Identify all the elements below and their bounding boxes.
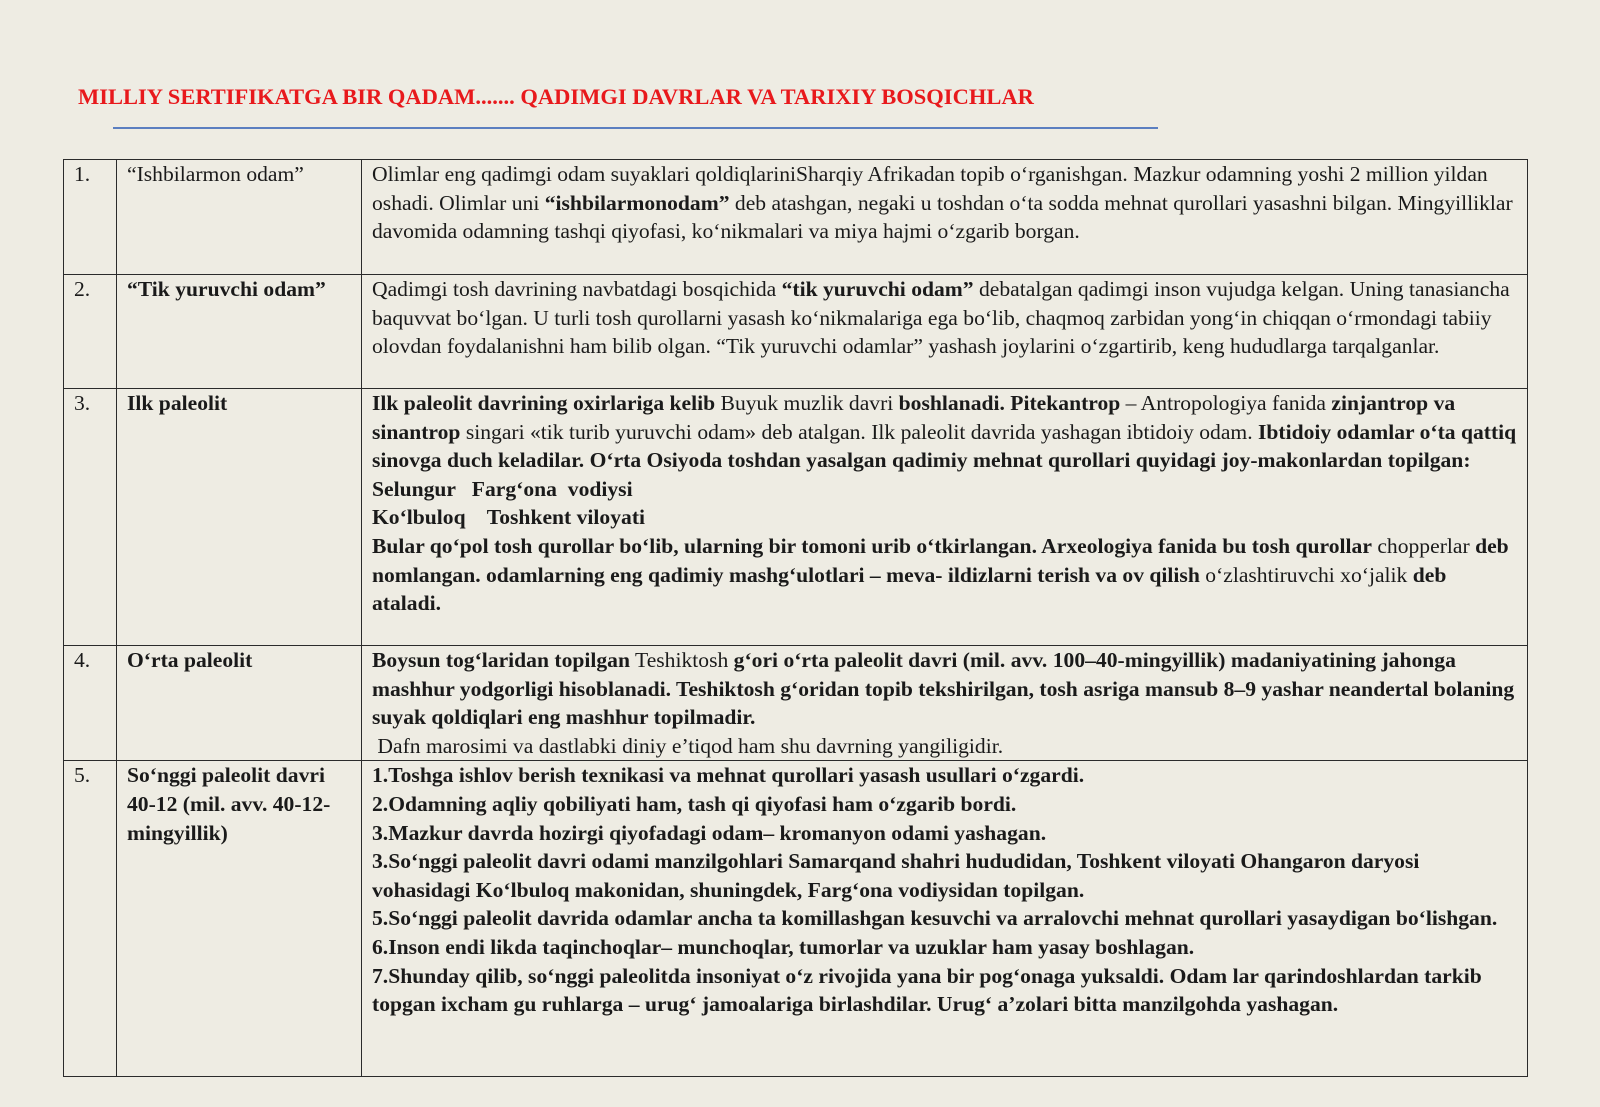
desc-bold-text: g‘ori o‘rta paleolit davri (mil. avv. 100–40-mingyillik) madaniyatining jahonga mashhur yodgorligi hisoblanadi. Teshiktosh g‘oridan topib tekshirilgan, tosh asriga mansub 8–9 yashar neandertal bolaning suyak qoldiqlari eng mashhur topilmadir. bbox=[372, 648, 1515, 730]
desc-bold-text: “tik yuruvchi odam” bbox=[781, 277, 974, 301]
table-row bbox=[64, 160, 1528, 275]
desc-text: debatalgan qadimgi inson vujudga kelgan. Uning tanasiancha baquvvat bo‘lgan. U turli tosh qurollarni yasash ko‘nikmalariga ega bo‘lib, chaqmoq zarbidan yong‘in chiqqan o‘rmondagi tabiiy olovdan foydalanishni ham bilib olgan. “Tik yuruvchi odamlar” yashash joylarini o‘zgartirib, keng hududlarga tarqalganlar. bbox=[372, 277, 1510, 359]
desc-bold-text: Ibtidoiy odamlar o‘ta qattiq sinovga duch keladilar. O‘rta Osiyoda toshdan yasalgan qadimiy mehnat qurollari quyidagi joy-makonlardan topilgan: bbox=[372, 419, 1517, 473]
row-description bbox=[362, 646, 1528, 761]
desc-text: o‘zlashtiruvchi xo‘jalik bbox=[1199, 562, 1413, 587]
row-number: 1. bbox=[64, 160, 117, 275]
row-description bbox=[362, 160, 1528, 275]
history-table bbox=[63, 159, 1528, 1077]
row-number: 3. bbox=[64, 389, 117, 646]
list-item: 1.Toshga ishlov berish texnikasi va mehnat qurollari yasash usullari o‘zgardi. bbox=[372, 763, 1085, 788]
desc-text: singari «tik turib yuruvchi odam» deb atalgan. Ilk paleolit davrida yashagan ibtidoiy odam. bbox=[460, 419, 1258, 444]
desc-bold-text: Boysun tog‘laridan topilgan bbox=[372, 648, 630, 672]
row-description bbox=[362, 389, 1528, 646]
list-item: 2.Odamning aqliy qobiliyati ham, tash qi qiyofasi ham o‘zgarib bordi. bbox=[372, 791, 1017, 816]
row-term: “Ishbilarmon odam” bbox=[117, 160, 362, 275]
title-underline bbox=[113, 127, 1158, 129]
list-item: 5.So‘nggi paleolit davrida odamlar ancha ta komillashgan kesuvchi va arralovchi mehnat qurollari yasaydigan bo‘lishgan. bbox=[372, 906, 1498, 931]
desc-text: Teshiktosh bbox=[630, 648, 734, 672]
row-number: 5. bbox=[64, 761, 117, 1077]
desc-text: Qadimgi tosh davrining navbatdagi bosqichida bbox=[372, 277, 782, 301]
desc-bold-text: deb ataladi. bbox=[372, 562, 1447, 616]
desc-bold-text: deb nomlangan. odamlarning eng qadimiy mashg‘ulotlari – meva- ildizlarni terish va ov qilish bbox=[372, 533, 1509, 587]
table-row bbox=[64, 646, 1528, 761]
desc-text: – Antropologiya fanida bbox=[1120, 391, 1332, 415]
row-term: “Tik yuruvchi odam” bbox=[117, 275, 362, 389]
table-row bbox=[64, 275, 1528, 389]
site-selungur: Selungur Farg‘ona vodiysi bbox=[372, 476, 633, 501]
list-item: 6.Inson endi likda taqinchoqlar– munchoqlar, tumorlar va uzuklar ham yasay boshlagan. bbox=[372, 934, 1195, 959]
site-kolbuloq: Ko‘lbuloq Toshkent viloyati bbox=[372, 505, 646, 530]
desc-bold-text: boshlanadi. Pitekantrop bbox=[898, 391, 1121, 415]
row-description bbox=[362, 275, 1528, 389]
desc-text: Dafn marosimi va dastlabki diniy e’tiqod ham shu davrning yangiligidir. bbox=[372, 733, 1004, 758]
desc-text: Buyuk muzlik davri bbox=[715, 391, 899, 415]
row-term: Ilk paleolit bbox=[117, 389, 362, 646]
list-item: 7.Shunday qilib, so‘nggi paleolitda insoniyat o‘z rivojida yana bir pog‘onaga yuksaldi. Odam lar qarindoshlardan tarkib topgan ixcham gu ruhlarga – urug‘ jamoalariga birlashdilar. Urug‘ a’zolari bitta manzilgohda yashagan. bbox=[372, 963, 1482, 1017]
table-row bbox=[64, 389, 1528, 646]
desc-bold-text: zinjantrop va sinantrop bbox=[372, 391, 1456, 444]
desc-bold-text: Bular qo‘pol tosh qurollar bo‘lib, ularning bir tomoni urib o‘tkirlangan. Arxeologiya fanida bu tosh qurollar bbox=[372, 533, 1372, 558]
row-description bbox=[362, 761, 1528, 1077]
list-item: 3.Mazkur davrda hozirgi qiyofadagi odam– kromanyon odami yashagan. bbox=[372, 820, 1047, 845]
desc-bold-text: “ishbilarmonodam” bbox=[544, 190, 730, 215]
row-number: 4. bbox=[64, 646, 117, 761]
desc-text: chopperlar bbox=[1371, 533, 1476, 558]
row-term: So‘nggi paleolit davri 40-12 (mil. avv. 40-12-mingyillik) bbox=[117, 761, 362, 1077]
desc-text: Olimlar eng qadimgi odam suyaklari qoldiqlariniSharqiy Afrikadan topib o‘rganishgan. Mazkur odamning yoshi 2 million yildan oshadi. Olimlar uni bbox=[372, 162, 1488, 215]
table-row bbox=[64, 761, 1528, 1077]
row-number: 2. bbox=[64, 275, 117, 389]
desc-text: deb atashgan, negaki u toshdan o‘ta sodda mehnat qurollari yasashni bilgan. Mingyilliklar davomida odamning tashqi qiyofasi, ko‘nikmalari va miya hajmi o‘zgarib borgan. bbox=[372, 190, 1513, 244]
row-term: O‘rta paleolit bbox=[117, 646, 362, 761]
list-item: 3.So‘nggi paleolit davri odami manzilgohlari Samarqand shahri hududidan, Toshkent viloyati Ohangaron daryosi vohasidagi Ko‘lbuloq makonidan, shuningdek, Farg‘ona vodiysidan topilgan. bbox=[372, 849, 1420, 902]
desc-bold-text: Ilk paleolit davrining oxirlariga kelib bbox=[372, 391, 716, 415]
page-title: MILLIY SERTIFIKATGA BIR QADAM....... QADIMGI DAVRLAR VA TARIXIY BOSQICHLAR bbox=[78, 84, 1034, 109]
